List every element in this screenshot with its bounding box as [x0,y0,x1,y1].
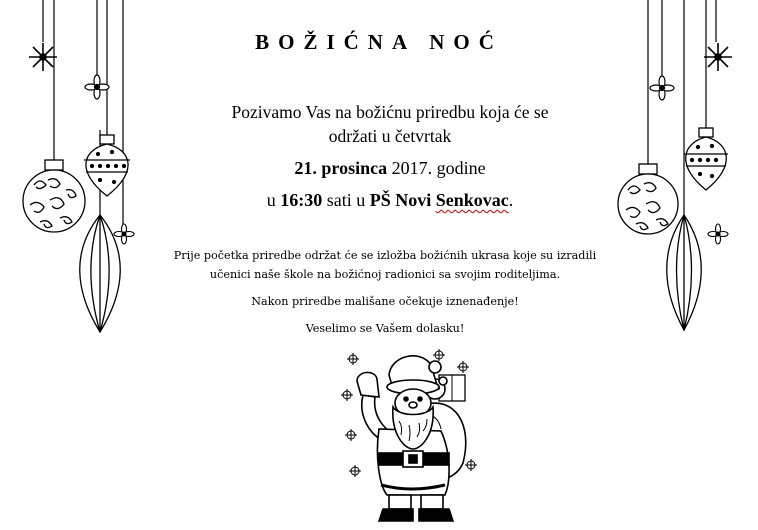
right-small-flower-icon [708,224,728,244]
exhibit-line-2: učenici naše škole na božićnoj radionici sa svojim roditeljima. [209,268,561,281]
left-ornaments-illustration [0,0,160,340]
surprise-paragraph: Nakon priredbe mališane očekuje iznenađenje! [251,295,519,308]
invitation-line-2: održati u četvrtak [328,126,452,146]
event-place-a: PŠ Novi [369,190,436,210]
event-time-place [190,190,590,211]
invitation-line-1: Pozivamo Vas na božićnu priredbu koja će se [231,102,549,122]
right-flower-icon [650,76,674,100]
right-round-bauble-icon [618,164,678,234]
time-middle: sati u [322,190,370,210]
event-date [190,158,590,179]
santa-claus-illustration [335,345,485,525]
time-prefix: u [266,190,281,210]
exhibit-line-1: Prije početka priredbe održat će se izložba božićnih ukrasa koje su izradili [173,249,597,262]
time-suffix: . [508,190,514,210]
left-small-flower-icon [114,224,134,244]
event-time: 16:30 [280,190,323,210]
event-place-b: Senkovac [435,190,509,210]
welcome-paragraph: Veselimo se Vašem dolasku! [305,322,465,335]
left-round-bauble-icon [23,160,85,232]
page-title: BOŽIĆNA NOĆ [255,30,503,54]
left-star-icon [29,43,57,71]
right-star-icon [704,43,732,71]
event-date-day: 21. prosinca [294,158,388,178]
exhibit-paragraph [150,246,620,284]
left-flower-icon [85,75,109,99]
right-ornaments-illustration [600,0,758,340]
right-drop-bauble-icon [667,215,702,330]
invitation-text [190,100,590,148]
right-onion-bauble-icon [684,128,728,190]
event-date-year: 2017. godine [387,158,486,178]
